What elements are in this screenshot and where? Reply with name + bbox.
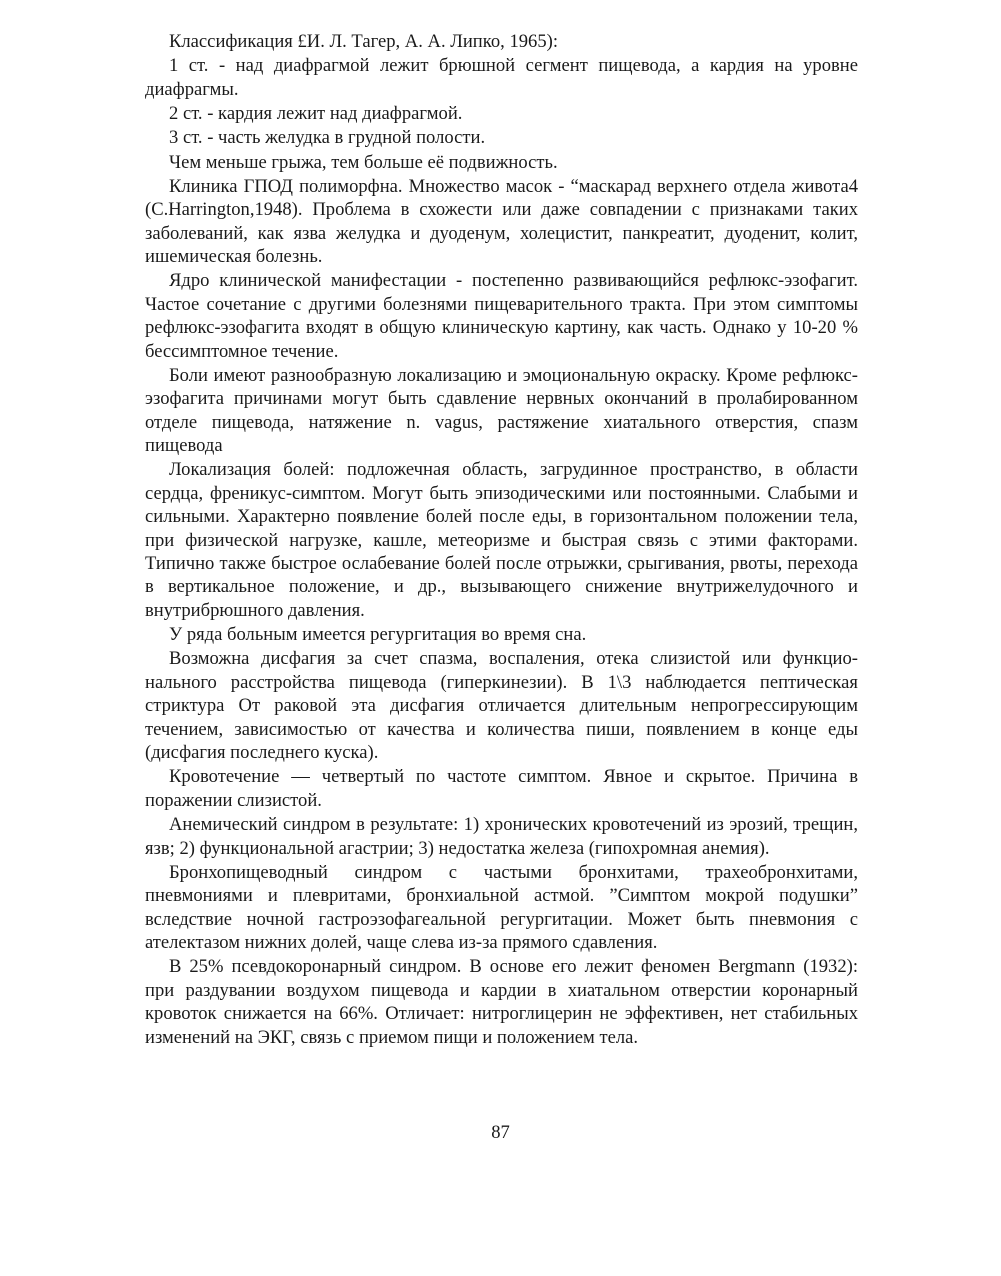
- paragraph-stage-2: 2 ст. - кардия лежит над диафрагмой.: [169, 103, 463, 124]
- paragraph-stage-3: 3 ст. - часть желудка в грудной полости.: [169, 127, 486, 149]
- paragraph-stage-1: 1 ст. - над диафрагмой лежит брюшной сегмент пищевода, а кардия на уровне диафрагмы.: [145, 55, 858, 100]
- paragraph-bronchoesophageal: Бронхопищеводный синдром с частыми бронхитами, трахеобронхитами, пневмониями и плевритами, бронхиальной астмой. ”Симптом мокрой подушки” вследствие ночной гастроэзофагеальной регургитации. Может быть пневмония с ателектазом нижних долей, чаще слева из-за прямого сдавления.: [145, 861, 858, 954]
- page-body: [145, 30, 858, 1050]
- paragraph-bleeding: Кровотечение — четвертый по частоте симптом. Явное и скрытое. Причина в поражении слизистой.: [145, 766, 858, 811]
- page-number: 87: [491, 1122, 510, 1143]
- paragraph-regurgitation: У ряда больным имеется регургитация во время сна.: [169, 624, 587, 646]
- paragraph-anemia: Анемический синдром в результате: 1) хронических кровотечений из эрозий, трещин, язв; 2) функциональной агастрии; 3) недостатка железа (гипохромная анемия).: [145, 814, 858, 859]
- paragraph-clinical-picture: Клиника ГПОД полиморфна. Множество масок - “маскарад верхнего отдела живота4 (С.Harrington,1948). Проблема в схожести или даже совпадении с признаками таких заболеваний, как язва желудка и дуоденум, холецистит, панкреатит, дуоденит, колит, ишемическая болезнь.: [145, 175, 858, 268]
- paragraph-pain-localization: Локализация болей: подложечная область, загрудинное пространство, в области сердца, френикус-симптом. Могут быть эпизодическими или постоянными. Слабыми и сильными. Характерно появление болей после еды, в горизонтальном положении тела, при физической нагрузке, кашле, метеоризме и быстрая связь с этими факторами. Типично также быстрое ослабевание болей после отрыжки, срыгивания, рвоты, перехода в вертикальное положение, и др., вызывающего снижение внутрижелудочного и внутрибрюшного давления.: [145, 459, 858, 621]
- paragraph-pain: Боли имеют разнообразную локализацию и эмоциональную окраску. Кроме рефлюкс-эзофагита причинами могут быть сдавление нервных окончаний в пролабированном отделе пищевода, натяжение n. vagus, растяжение хиатального отверстия, спазм пищевода: [145, 364, 858, 457]
- paragraph-classification-title: Классификация £И. Л. Тагер, А. А. Липко, 1965):: [169, 31, 558, 52]
- paragraph-pseudocoronary: В 25% псевдокоронарный синдром. В основе его лежит феномен Bergmann (1932): при раздувании воздухом пищевода и кардии в хиатальном отверстии коронарный кровоток снижается на 66%. Отличает: нитроглицерин не эффективен, нет стабильных изменений на ЭКГ, связь с приемом пищи и положением тела.: [145, 956, 858, 1048]
- paragraph-hernia-mobility: Чем меньше грыжа, тем больше её подвижность.: [169, 151, 558, 173]
- paragraph-reflux-esophagitis: Ядро клинической манифестации - постепенно развивающийся рефлюкс-эзофагит. Частое сочетание с другими болезнями пищеварительного тракта. При этом симптомы рефлюкс-эзофагита входят в общую клиническую картину, как часть. Однако у 10-20 % бессимптомное течение.: [145, 270, 858, 362]
- paragraph-dysphagia: Возможна дисфагия за счет спазма, воспаления, отека слизистой или функционального расстройства пищевода (гиперкинезии). В 1\3 наблюдается пептическая стриктура От раковой эта дисфагия отличается длительным непрогрессирующим течением, зависимостью от качества и количества пиши, появлением в конце еды (дисфагия последнего куска).: [145, 648, 858, 764]
